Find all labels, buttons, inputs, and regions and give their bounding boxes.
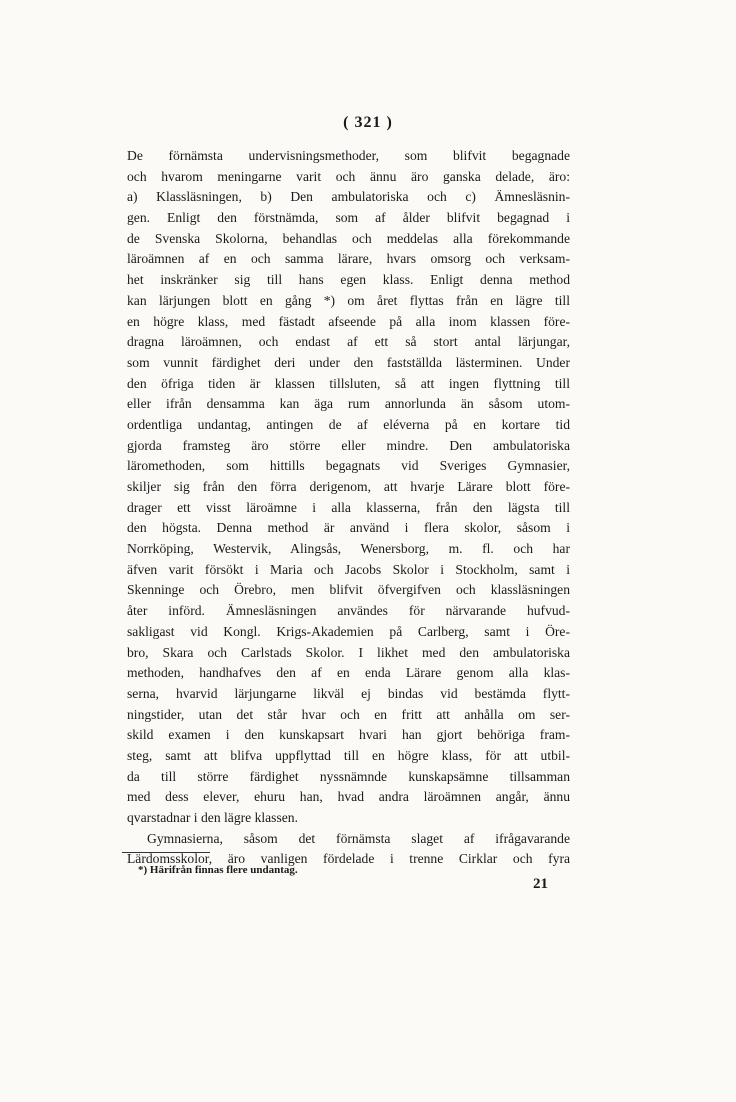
- text-line: da till större färdighet nyssnämnde kunskapsämne tillsamman: [127, 768, 570, 784]
- text-line: ordentliga undantag, antingen de af eléverna på en kortare tid: [127, 416, 570, 432]
- text-line: skiljer sig från den förra derigenom, att hvarje Lärare blott före-: [127, 479, 570, 494]
- text-line: äfven varit försökt i Maria och Jacobs Skolor i Stockholm, samt i: [127, 561, 570, 577]
- text-line: gjorda framsteg äro större eller mindre. Den ambulatoriska: [127, 437, 570, 453]
- text-line: De förnämsta undervisningsmethoder, som blifvit begagnade: [127, 148, 570, 163]
- text-line: sakligast vid Kongl. Krigs-Akademien på Carlberg, samt i Öre-: [127, 623, 570, 639]
- text-line: åter införd. Ämnesläsningen användes för närvarande hufvud-: [127, 603, 570, 619]
- text-line: Lärdomsskolor, äro vanligen fördelade i trenne Cirklar och fyra: [127, 851, 570, 867]
- footnote-rule: [122, 852, 210, 853]
- text-line: eller ifrån densamma kan äga rum annorlunda än såsom utom-: [127, 396, 570, 412]
- text-line: och hvarom meningarne varit och ännu äro ganska delade, äro:: [127, 168, 570, 184]
- text-line: a) Klassläsningen, b) Den ambulatoriska och c) Ämnesläsnin-: [127, 189, 570, 205]
- paragraph-1: [127, 146, 570, 829]
- text-line: den öfriga tiden är klassen tillsluten, så att ingen flyttning till: [127, 375, 570, 391]
- text-line: ningstider, utan det står hvar och en fritt att anhålla om ser-: [127, 706, 570, 722]
- text-line: steg, samt att blifva uppflyttad till en högre klass, för att utbil-: [127, 747, 570, 763]
- text-line: kan lärjungen blott en gång *) om året flyttas från en lägre till: [127, 292, 570, 308]
- text-line: methoden, handhafves den af en enda Lärare genom alla klas-: [127, 665, 570, 681]
- text-line: qvarstadnar i den lägre klassen.: [127, 810, 298, 825]
- text-line: med dess elever, ehuru han, hvad andra läroämnen angår, ännu: [127, 789, 570, 805]
- text-line: dragna läroämnen, och endast af ett så stort antal lärjungar,: [127, 334, 570, 350]
- text-line: de Svenska Skolorna, behandlas och meddelas alla förekommande: [127, 230, 570, 246]
- text-line: läroämnen af en och samma lärare, hvars omsorg och verksam-: [127, 251, 570, 267]
- text-line: Gymnasierna, såsom det förnämsta slaget af ifrågavarande: [147, 830, 570, 846]
- footnote: *) Härifrån finnas flere undantag.: [138, 864, 298, 876]
- body-text: [127, 146, 570, 870]
- text-line: skild examen i den kunskapsart hvari han gjort behöriga fram-: [127, 727, 570, 743]
- signature-mark: 21: [533, 876, 548, 892]
- text-line: bro, Skara och Carlstads Skolor. I likhet med den ambulatoriska: [127, 644, 570, 660]
- page-number: ( 321 ): [343, 114, 393, 131]
- text-line: drager ett visst läroämne i alla klasserna, från den lägsta till: [127, 499, 570, 515]
- text-line: läromethoden, som hittills begagnats vid Sveriges Gymnasier,: [127, 458, 570, 474]
- text-line: gen. Enligt den förstnämda, som af ålder blifvit begagnad i: [127, 210, 570, 226]
- text-line: som vunnit färdighet deri under den fastställda lästerminen. Under: [127, 354, 570, 370]
- text-line: den högsta. Denna method är använd i flera skolor, såsom i: [127, 520, 570, 536]
- text-line: en högre klass, med fästadt afseende på alla inom klassen före-: [127, 313, 570, 329]
- text-line: Skenninge och Örebro, men blifvit öfvergifven och klassläsningen: [127, 582, 570, 598]
- text-line: het inskränker sig till hans egen klass. Enligt denna method: [127, 272, 570, 288]
- text-line: serna, hvarvid lärjungarne likväl ej bindas vid bestämda flytt-: [127, 685, 570, 701]
- text-line: Norrköping, Westervik, Alingsås, Wenersborg, m. fl. och har: [127, 541, 570, 557]
